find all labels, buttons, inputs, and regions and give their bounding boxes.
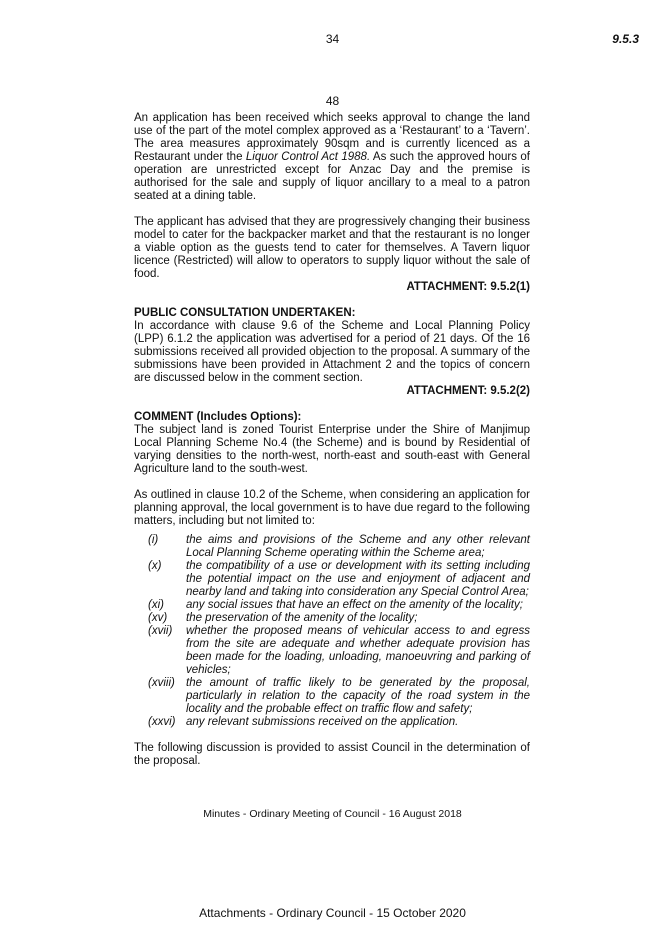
paragraph-applicant: The applicant has advised that they are progressively changing their business model to cater for the backpacker market and that the restaurant is no longer a viable option as the guests tend to cater for themselves. A Tavern liquor licence (Restricted) will allow to operators to supply liquor without the sale of food. [134, 216, 530, 280]
list-item-text: any relevant submissions received on the application. [186, 716, 459, 728]
item-reference: 9.5.3 [612, 32, 639, 46]
list-item [148, 612, 530, 625]
list-item-number: (xv) [148, 612, 168, 624]
list-item [148, 625, 530, 677]
liquor-act-reference: Liquor Control Act 1988. [245, 151, 371, 163]
list-item-number: (i) [148, 534, 159, 546]
list-item-text: the aims and provisions of the Scheme and any other relevant Local Planning Scheme operating within the Scheme area; [186, 534, 530, 559]
list-item-number: (x) [148, 560, 162, 572]
comment-paragraph: The subject land is zoned Tourist Enterprise under the Shire of Manjimup Local Planning Scheme No.4 (the Scheme) and is bound by Residential of varying densities to the north-west, north-east and south-east with General Agriculture land to the south-west. [134, 424, 530, 475]
list-item [148, 716, 530, 729]
list-item [148, 677, 530, 716]
list-item-number: (xi) [148, 599, 164, 611]
paragraph-application-text-b: As such the approved hours of operation are unrestricted except for Anzac Day and the premise is authorised for the sale and supply of liquor ancillary to a meal to a patron seated at a dining table. [134, 151, 530, 202]
attachment-reference-1: ATTACHMENT: 9.5.2(1) [406, 281, 530, 293]
list-item-text: the compatibility of a use or development with its setting including the potential impact on the use and enjoyment of adjacent and nearby land and taking into consideration any Special Control Area; [186, 560, 530, 598]
paragraph-application [134, 112, 530, 203]
list-item-text: the preservation of the amenity of the locality; [186, 612, 418, 624]
paragraph-application-text-a: An application has been received which seeks approval to change the land use of the part of the motel complex approved as a ‘Restaurant’ to a ‘Tavern’. The area measures approximately 90sqm and is currently licenced as a Restaurant under the [134, 112, 530, 163]
attachments-footer: Attachments - Ordinary Council - 15 October 2020 [199, 906, 466, 920]
consultation-paragraph: In accordance with clause 9.6 of the Scheme and Local Planning Policy (LPP) 6.1.2 the application was advertised for a period of 21 days. Of the 16 submissions received all provided objection to the proposal. A summary of the submissions have been provided in Attachment 2 and the topics of concern are discussed below in the comment section. [134, 320, 530, 384]
list-item-text: the amount of traffic likely to be generated by the proposal, particularly in relation to the capacity of the road system in the locality and the probable effect on traffic flow and safety; [186, 677, 530, 715]
matters-list [148, 534, 530, 729]
closing-paragraph: The following discussion is provided to assist Council in the determination of the proposal. [134, 742, 530, 767]
consultation-heading: PUBLIC CONSULTATION UNDERTAKEN: [134, 307, 356, 319]
minutes-footer: Minutes - Ordinary Meeting of Council - 16 August 2018 [203, 808, 462, 820]
clause-intro-paragraph: As outlined in clause 10.2 of the Scheme, when considering an application for planning approval, the local government is to have due regard to the following matters, including but not limited to: [134, 489, 530, 527]
inner-page-number: 48 [325, 94, 340, 108]
list-item-number: (xxvi) [148, 716, 176, 728]
list-item-text: any social issues that have an effect on the amenity of the locality; [186, 599, 523, 611]
list-item [148, 534, 530, 560]
document-body [134, 112, 530, 768]
list-item-number: (xvii) [148, 625, 173, 637]
list-item-number: (xviii) [148, 677, 175, 689]
page-number: 34 [325, 32, 340, 46]
list-item-text: whether the proposed means of vehicular access to and egress from the site are adequate and whether adequate provision has been made for the loading, unloading, manoeuvring and parking of vehicles; [186, 625, 530, 676]
list-item [148, 560, 530, 599]
comment-heading: COMMENT (Includes Options): [134, 411, 302, 423]
list-item [148, 599, 530, 612]
attachment-reference-2: ATTACHMENT: 9.5.2(2) [406, 385, 530, 397]
